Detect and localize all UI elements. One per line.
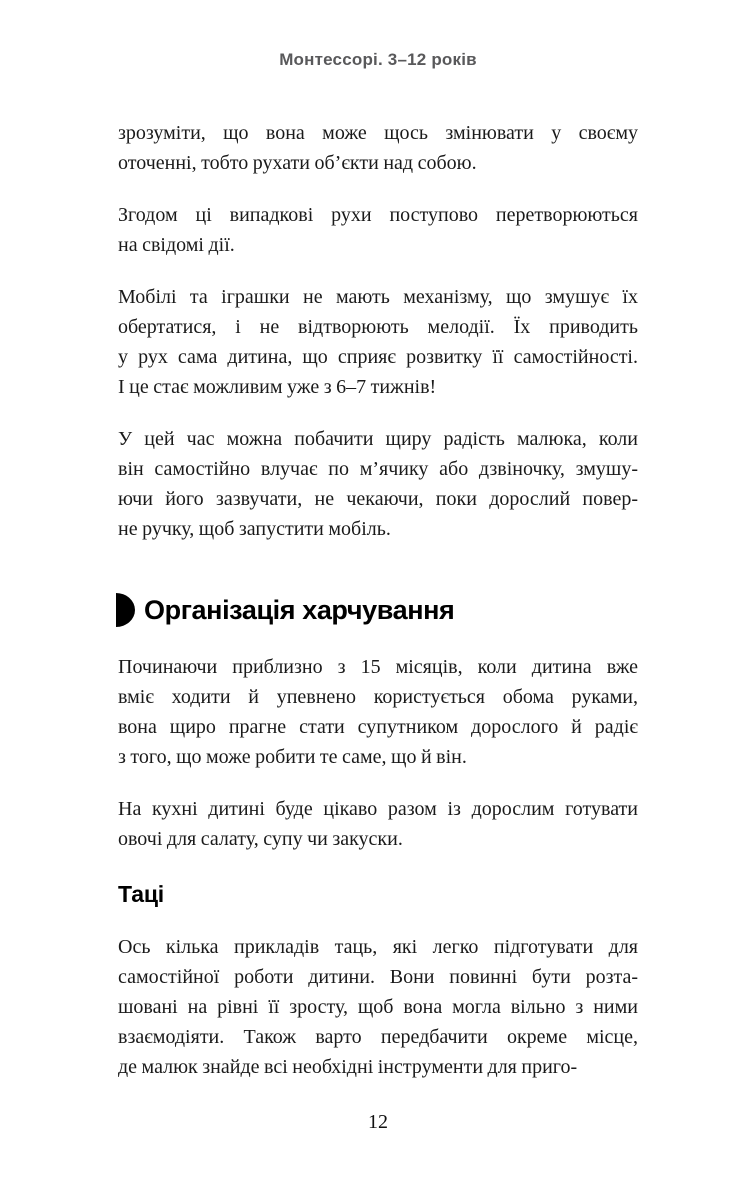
half-circle-bullet-icon [116, 593, 135, 627]
intro-paragraph-4 [118, 424, 638, 544]
section-paragraph-1 [118, 652, 638, 772]
text-line: На кухні дитині буде цікаво разом із дорослим готувати [118, 798, 638, 820]
text-line: з того, що може робити те саме, що й він. [118, 746, 467, 768]
intro-paragraph-1 [118, 118, 638, 178]
section-heading [116, 592, 638, 628]
text-line: І це стає можливим уже з 6–7 тижнів! [118, 376, 437, 398]
text-line: зрозуміти, що вона може щось змінювати у своєму [118, 122, 638, 144]
text-line: ючи його зазвучати, не чекаючи, поки дорослий повер- [118, 488, 638, 510]
text-line: не ручку, щоб запустити мобіль. [118, 518, 391, 540]
text-line: Починаючи приблизно з 15 місяців, коли дитина вже [118, 656, 638, 678]
intro-paragraph-3 [118, 282, 638, 402]
section-paragraph-2 [118, 794, 638, 854]
page-body [118, 118, 638, 1104]
text-line: він самостійно влучає по м’ячику або дзвіночку, змушу- [118, 458, 638, 480]
text-line: обертатися, і не відтворюють мелодії. Їх приводить [118, 316, 638, 338]
subsection-paragraph-1 [118, 932, 638, 1082]
text-line: взаємодіяти. Також варто передбачити окреме місце, [118, 1026, 638, 1048]
text-line: самостійної роботи дитини. Вони повинні бути розта- [118, 966, 638, 988]
text-line: У цей час можна побачити щиру радість малюка, коли [118, 428, 638, 450]
text-line: овочі для салату, супу чи закуски. [118, 828, 403, 850]
text-line: Ось кілька прикладів таць, які легко підготувати для [118, 936, 638, 958]
section-heading-label: Організація харчування [144, 595, 455, 625]
text-line: на свідомі дії. [118, 234, 235, 256]
intro-paragraph-2 [118, 200, 638, 260]
text-line: вміє ходити й упевнено користується обома руками, [118, 686, 638, 708]
subsection-heading: Таці [118, 881, 164, 907]
text-line: де малюк знайде всі необхідні інструменти для приго- [118, 1056, 578, 1078]
text-line: оточенні, тобто рухати об’єкти над собою. [118, 152, 477, 174]
text-line: шовані на рівні її зросту, щоб вона могла вільно з ними [118, 996, 638, 1018]
text-line: Мобілі та іграшки не мають механізму, що змушує їх [118, 286, 638, 308]
text-line: Згодом ці випадкові рухи поступово перетворюються [118, 204, 638, 226]
running-head: Монтессорі. 3–12 років [279, 50, 477, 69]
page-number: 12 [368, 1111, 388, 1133]
text-line: у рух сама дитина, що сприяє розвитку її самостійності. [118, 346, 638, 368]
text-line: вона щиро прагне стати супутником дорослого й радіє [118, 716, 638, 738]
